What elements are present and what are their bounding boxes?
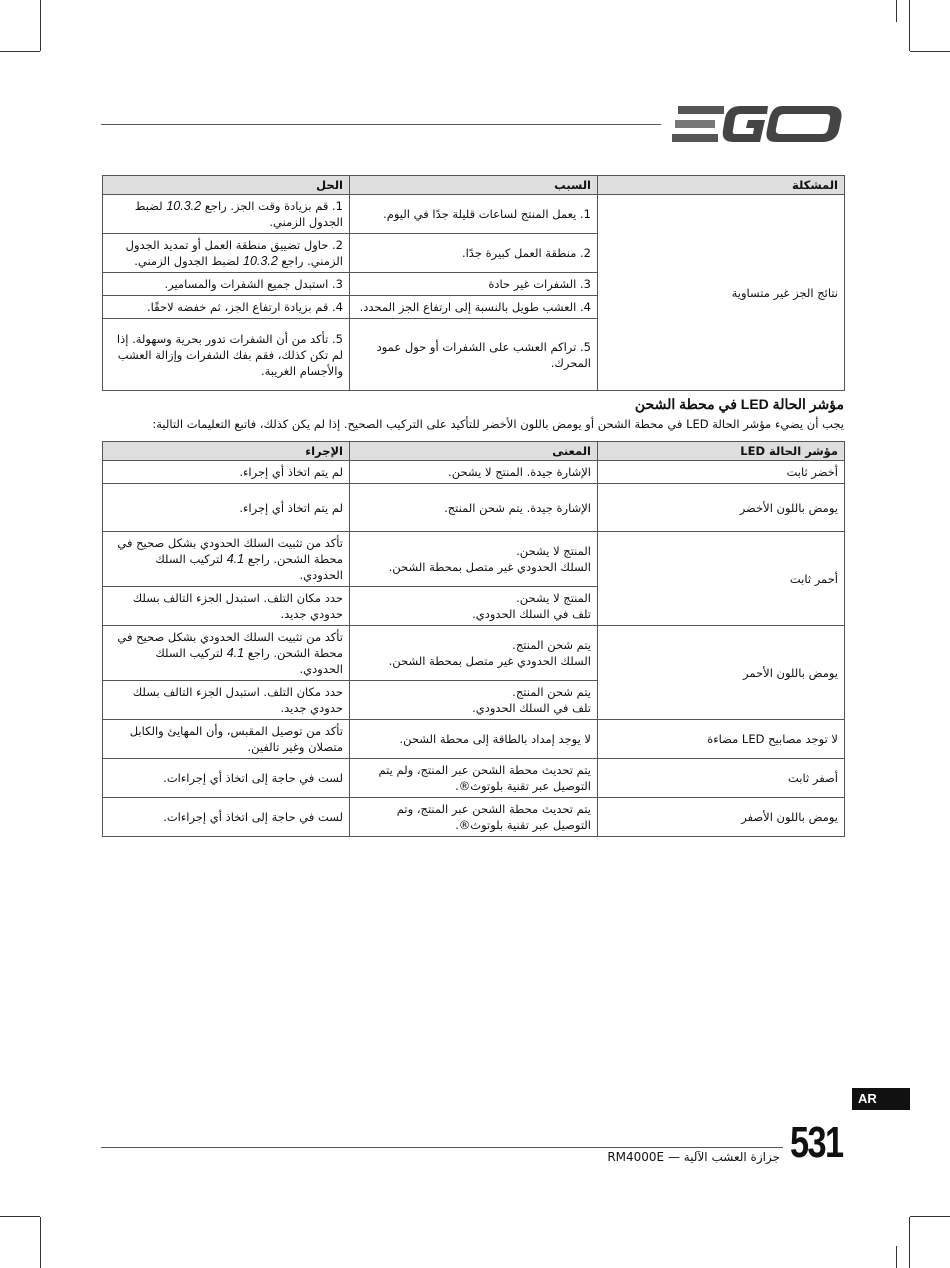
problem-cell: نتائج الجز غير متساوية [598,195,845,391]
header-solution: الحل [103,176,350,195]
action-cell: لست في حاجة إلى اتخاذ أي إجراءات. [103,759,350,798]
crop-mark [909,0,910,51]
crop-mark [896,1246,897,1268]
troubleshooting-table [102,175,845,391]
indicator-cell: يومض باللون الأخضر [598,484,845,532]
footer-title: جزازة العشب الآلية — RM4000E [607,1150,780,1164]
action-cell: لم يتم اتخاذ أي إجراء. [103,461,350,484]
meaning-cell: لا يوجد إمداد بالطاقة إلى محطة الشحن. [350,720,598,759]
crop-mark [0,51,40,52]
solution-cell: 1. قم بزيادة وقت الجز. راجع 10.3.2 لضبط الجدول الزمني. [103,195,350,234]
meaning-cell: المنتج لا يشحن. تلف في السلك الحدودي. [350,587,598,626]
cause-cell: 4. العشب طويل بالنسبة إلى ارتفاع الجز المحدد. [350,296,598,319]
header-problem: المشكلة [598,176,845,195]
crop-mark [896,0,897,22]
meaning-cell: يتم تحديث محطة الشحن عبر المنتج، وتم التوصيل عبر تقنية بلوتوث®. [350,798,598,837]
cause-cell: 1. يعمل المنتج لساعات قليلة جدًا في اليوم. [350,195,598,234]
crop-mark [909,1217,910,1268]
indicator-cell: أخضر ثابت [598,461,845,484]
header-rule [101,124,661,125]
led-status-table [102,441,845,837]
header-action: الإجراء [103,442,350,461]
cause-cell: 3. الشفرات غير حادة [350,273,598,296]
crop-mark [40,0,41,51]
meaning-cell: الإشارة جيدة. يتم شحن المنتج. [350,484,598,532]
ego-logo [672,104,844,144]
meaning-cell: الإشارة جيدة. المنتج لا يشحن. [350,461,598,484]
action-cell: حدد مكان التلف. استبدل الجزء التالف بسلك حدودي جديد. [103,681,350,720]
solution-cell: 3. استبدل جميع الشفرات والمسامير. [103,273,350,296]
crop-mark [910,1216,950,1217]
action-cell: تأكد من تثبيت السلك الحدودي بشكل صحيح في محطة الشحن. راجع 4.1 لتركيب السلك الحدودي. [103,626,350,681]
indicator-cell: يومض باللون الأصفر [598,798,845,837]
solution-cell: 2. حاول تضييق منطقة العمل أو تمديد الجدول الزمني. راجع 10.3.2 لضبط الجدول الزمني. [103,234,350,273]
header-cause: السبب [350,176,598,195]
crop-mark [40,1217,41,1268]
meaning-cell: يتم تحديث محطة الشحن عبر المنتج، ولم يتم التوصيل عبر تقنية بلوتوث®. [350,759,598,798]
indicator-cell: يومض باللون الأحمر [598,626,845,720]
footer-rule [101,1147,783,1148]
solution-cell: 4. قم بزيادة ارتفاع الجز، ثم خفضه لاحقًا. [103,296,350,319]
action-cell: لست في حاجة إلى اتخاذ أي إجراءات. [103,798,350,837]
solution-cell: 5. تأكد من أن الشفرات تدور بحرية وسهولة. إذا لم تكن كذلك، فقم بفك الشفرات وإزالة العشب والأجسام الغريبة. [103,319,350,391]
indicator-cell: أصفر ثابت [598,759,845,798]
crop-mark [0,1216,40,1217]
cause-cell: 5. تراكم العشب على الشفرات أو حول عمود المحرك. [350,319,598,391]
crop-mark [910,51,950,52]
section-title: مؤشر الحالة LED في محطة الشحن [634,396,844,412]
meaning-cell: المنتج لا يشحن. السلك الحدودي غير متصل بمحطة الشحن. [350,532,598,587]
action-cell: لم يتم اتخاذ أي إجراء. [103,484,350,532]
indicator-cell: أحمر ثابت [598,532,845,626]
indicator-cell: لا توجد مصابيح LED مضاءة [598,720,845,759]
meaning-cell: يتم شحن المنتج. تلف في السلك الحدودي. [350,681,598,720]
action-cell: تأكد من توصيل المقبس، وأن المهايئ والكابل متصلان وغير تالفين. [103,720,350,759]
action-cell: تأكد من تثبيت السلك الحدودي بشكل صحيح في محطة الشحن. راجع 4.1 لتركيب السلك الحدودي. [103,532,350,587]
action-cell: حدد مكان التلف. استبدل الجزء التالف بسلك حدودي جديد. [103,587,350,626]
language-badge: AR [852,1088,910,1110]
page-number: 531 [790,1118,843,1167]
header-indicator: مؤشر الحالة LED [598,442,845,461]
cause-cell: 2. منطقة العمل كبيرة جدًا. [350,234,598,273]
header-meaning: المعنى [350,442,598,461]
section-intro: يجب أن يضيء مؤشر الحالة LED في محطة الشحن أو يومض باللون الأخضر للتأكيد على التركيب الصحيح. إذا لم يكن كذلك، فاتبع التعليمات التالية: [152,417,844,431]
meaning-cell: يتم شحن المنتج. السلك الحدودي غير متصل بمحطة الشحن. [350,626,598,681]
